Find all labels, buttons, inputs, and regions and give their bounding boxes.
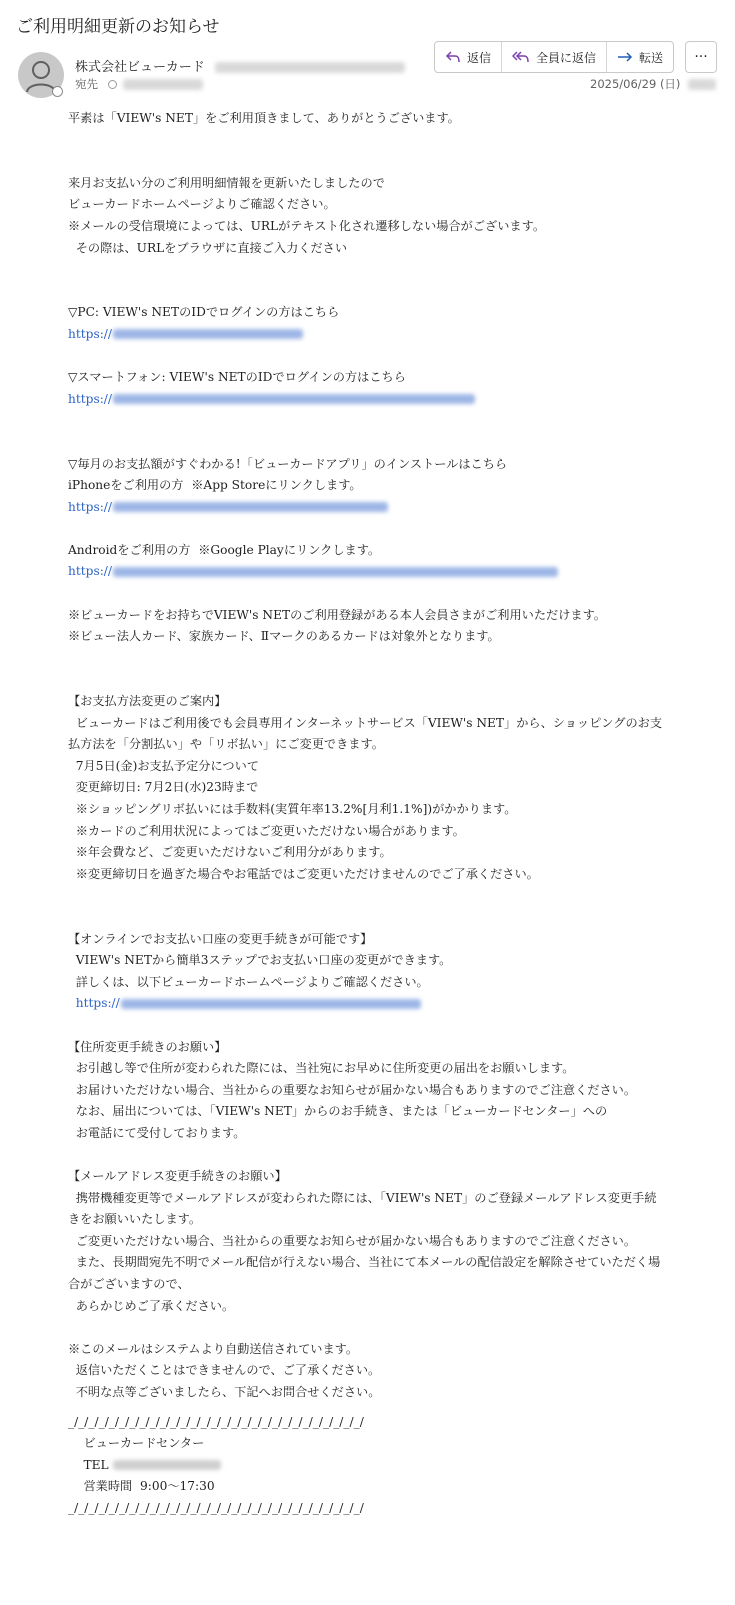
system-line: 不明な点等ございましたら、下記へお問合せください。 <box>68 1385 381 1400</box>
payment-line: ※変更締切日を過ぎた場合やお電話ではご変更いただけませんのでご了承ください。 <box>68 866 539 881</box>
tel-label: TEL <box>68 1457 109 1472</box>
center-name: ビューカードセンター <box>68 1436 205 1451</box>
address-text: お引越し等で住所が変わられた際には、当社宛にお早めに住所変更の届出をお願いします。 <box>68 1061 575 1076</box>
payment-line: 変更締切日: 7月2日(水)23時まで <box>68 780 259 795</box>
signature-divider: _/_/_/_/_/_/_/_/_/_/_/_/_/_/_/_/_/_/_/_/_/_/_/_/_/_/_/_/_/ <box>68 1414 364 1429</box>
pc-login-heading: ▽PC: VIEW's NETのIDでログインの方はこちら <box>68 305 340 320</box>
url-redacted <box>113 567 558 577</box>
intro-line: 来月お支払い分のご利用明細情報を更新いたしましたので <box>68 175 385 190</box>
time-redacted <box>688 79 716 90</box>
address-text: なお、届出については、「VIEW's NET」からのお手続き、または「ビューカードセンター」への <box>68 1104 608 1119</box>
presence-status-icon <box>52 86 63 97</box>
forward-label: 転送 <box>639 50 664 65</box>
url-redacted <box>113 502 388 512</box>
smartphone-login-heading: ▽スマートフォン: VIEW's NETのIDでログインの方はこちら <box>68 370 406 385</box>
sender-name: 株式会社ビューカード <box>75 60 205 75</box>
android-app-link[interactable]: https:// <box>68 561 668 583</box>
email-subject: ご利用明細更新のお知らせ <box>16 17 220 37</box>
online-line: 詳しくは、以下ビューカードホームページよりご確認ください。 <box>68 974 429 989</box>
intro-line: その際は、URLをブラウザに直接ご入力ください <box>68 240 348 255</box>
sender-line[interactable] <box>75 56 405 75</box>
message-actions <box>434 41 674 73</box>
url-redacted <box>113 394 475 404</box>
message-date <box>590 76 716 92</box>
address-text: お電話にて受付しております。 <box>68 1125 246 1140</box>
iphone-app-link[interactable]: https:// <box>68 497 668 519</box>
intro-line: ビューカードホームページよりご確認ください。 <box>68 197 336 212</box>
iphone-line: iPhoneをご利用の方 ※App Storeにリンクします。 <box>68 478 362 493</box>
app-heading: ▽毎月のお支払額がすぐわかる!「ビューカードアプリ」のインストールはこちら <box>68 456 508 471</box>
reply-button[interactable] <box>435 42 502 72</box>
sender-email-redacted <box>215 62 405 73</box>
recipient-redacted[interactable] <box>123 79 203 90</box>
payment-line: ※ショッピングリボ払いには手数料(実質年率13.2%[月利1.1%])がかかります。 <box>68 802 517 816</box>
payment-line: 7月5日(金)お支払予定分について <box>68 758 259 773</box>
system-line: 返信いただくことはできませんので、ご了承ください。 <box>68 1363 381 1378</box>
phone-redacted <box>113 1460 221 1470</box>
pc-login-link[interactable]: https:// <box>68 324 668 346</box>
email-body <box>68 108 668 1520</box>
url-redacted <box>121 999 421 1009</box>
recipient-presence-icon <box>108 80 117 89</box>
mail-text: ご変更いただけない場合、当社からの重要なお知らせが届かない場合もありますのでご注意ください。 <box>68 1233 637 1248</box>
date-text: 2025/06/29 (日) <box>590 77 681 91</box>
signature-divider: _/_/_/_/_/_/_/_/_/_/_/_/_/_/_/_/_/_/_/_/_/_/_/_/_/_/_/_/_/ <box>68 1501 364 1515</box>
more-options-button[interactable]: ··· <box>685 41 717 73</box>
note-line: ※ビュー法人カード、家族カード、Ⅱマークのあるカードは対象外となります。 <box>68 629 500 644</box>
address-text: お届けいただけない場合、当社からの重要なお知らせが届かない場合もありますのでご注意ください。 <box>68 1082 637 1097</box>
payment-line: ※年会費など、ご変更いただけないご利用分があります。 <box>68 845 392 860</box>
reply-all-label: 全員に返信 <box>536 50 597 65</box>
payment-heading: 【お支払方法変更のご案内】 <box>68 694 227 709</box>
to-label: 宛先 <box>75 77 98 91</box>
business-hours: 営業時間 9:00〜17:30 <box>68 1479 215 1494</box>
mail-heading: 【メールアドレス変更手続きのお願い】 <box>68 1169 287 1184</box>
recipient-line <box>75 76 203 92</box>
payment-line: ※カードのご利用状況によってはご変更いただけない場合があります。 <box>68 823 465 838</box>
reply-label: 返信 <box>467 50 492 65</box>
mail-text: あらかじめご了承ください。 <box>68 1298 235 1313</box>
greeting: 平素は「VIEW's NET」をご利用頂きまして、ありがとうございます。 <box>68 111 460 125</box>
address-heading: 【住所変更手続きのお願い】 <box>68 1039 227 1054</box>
mail-text: また、長期間宛先不明でメール配信が行えない場合、当社にて本メールの配信設定を解除させていただく場合がございますので、 <box>68 1255 661 1292</box>
android-line: Androidをご利用の方 ※Google Playにリンクします。 <box>68 542 381 557</box>
intro-line: ※メールの受信環境によっては、URLがテキスト化され遷移しない場合がございます。 <box>68 218 546 233</box>
url-redacted <box>113 329 303 339</box>
payment-text: ビューカードはご利用後でも会員専用インターネットサービス「VIEW's NET」から、ショッピングのお支払方法を「分割払い」や「リボ払い」にご変更できます。 <box>68 715 663 752</box>
online-heading: 【オンラインでお支払い口座の変更手続きが可能です】 <box>68 931 373 946</box>
forward-arrow-icon <box>617 50 633 64</box>
online-line: VIEW's NETから簡単3ステップでお支払い口座の変更ができます。 <box>68 953 452 968</box>
system-line: ※このメールはシステムより自動送信されています。 <box>68 1341 359 1356</box>
reply-icon <box>445 50 461 64</box>
forward-button[interactable] <box>607 42 673 72</box>
note-line: ※ビューカードをお持ちでVIEW's NETのご利用登録がある本人会員さまがご利用いただけます。 <box>68 607 606 622</box>
mail-text: 携帯機種変更等でメールアドレスが変わられた際には、「VIEW's NET」のご登録メールアドレス変更手続きをお願いいたします。 <box>68 1190 657 1227</box>
tel-line <box>68 1455 668 1477</box>
reply-all-icon <box>512 50 530 64</box>
smartphone-login-link[interactable]: https:// <box>68 389 668 411</box>
reply-all-button[interactable] <box>502 42 607 72</box>
account-change-link[interactable]: https:// <box>68 993 668 1015</box>
